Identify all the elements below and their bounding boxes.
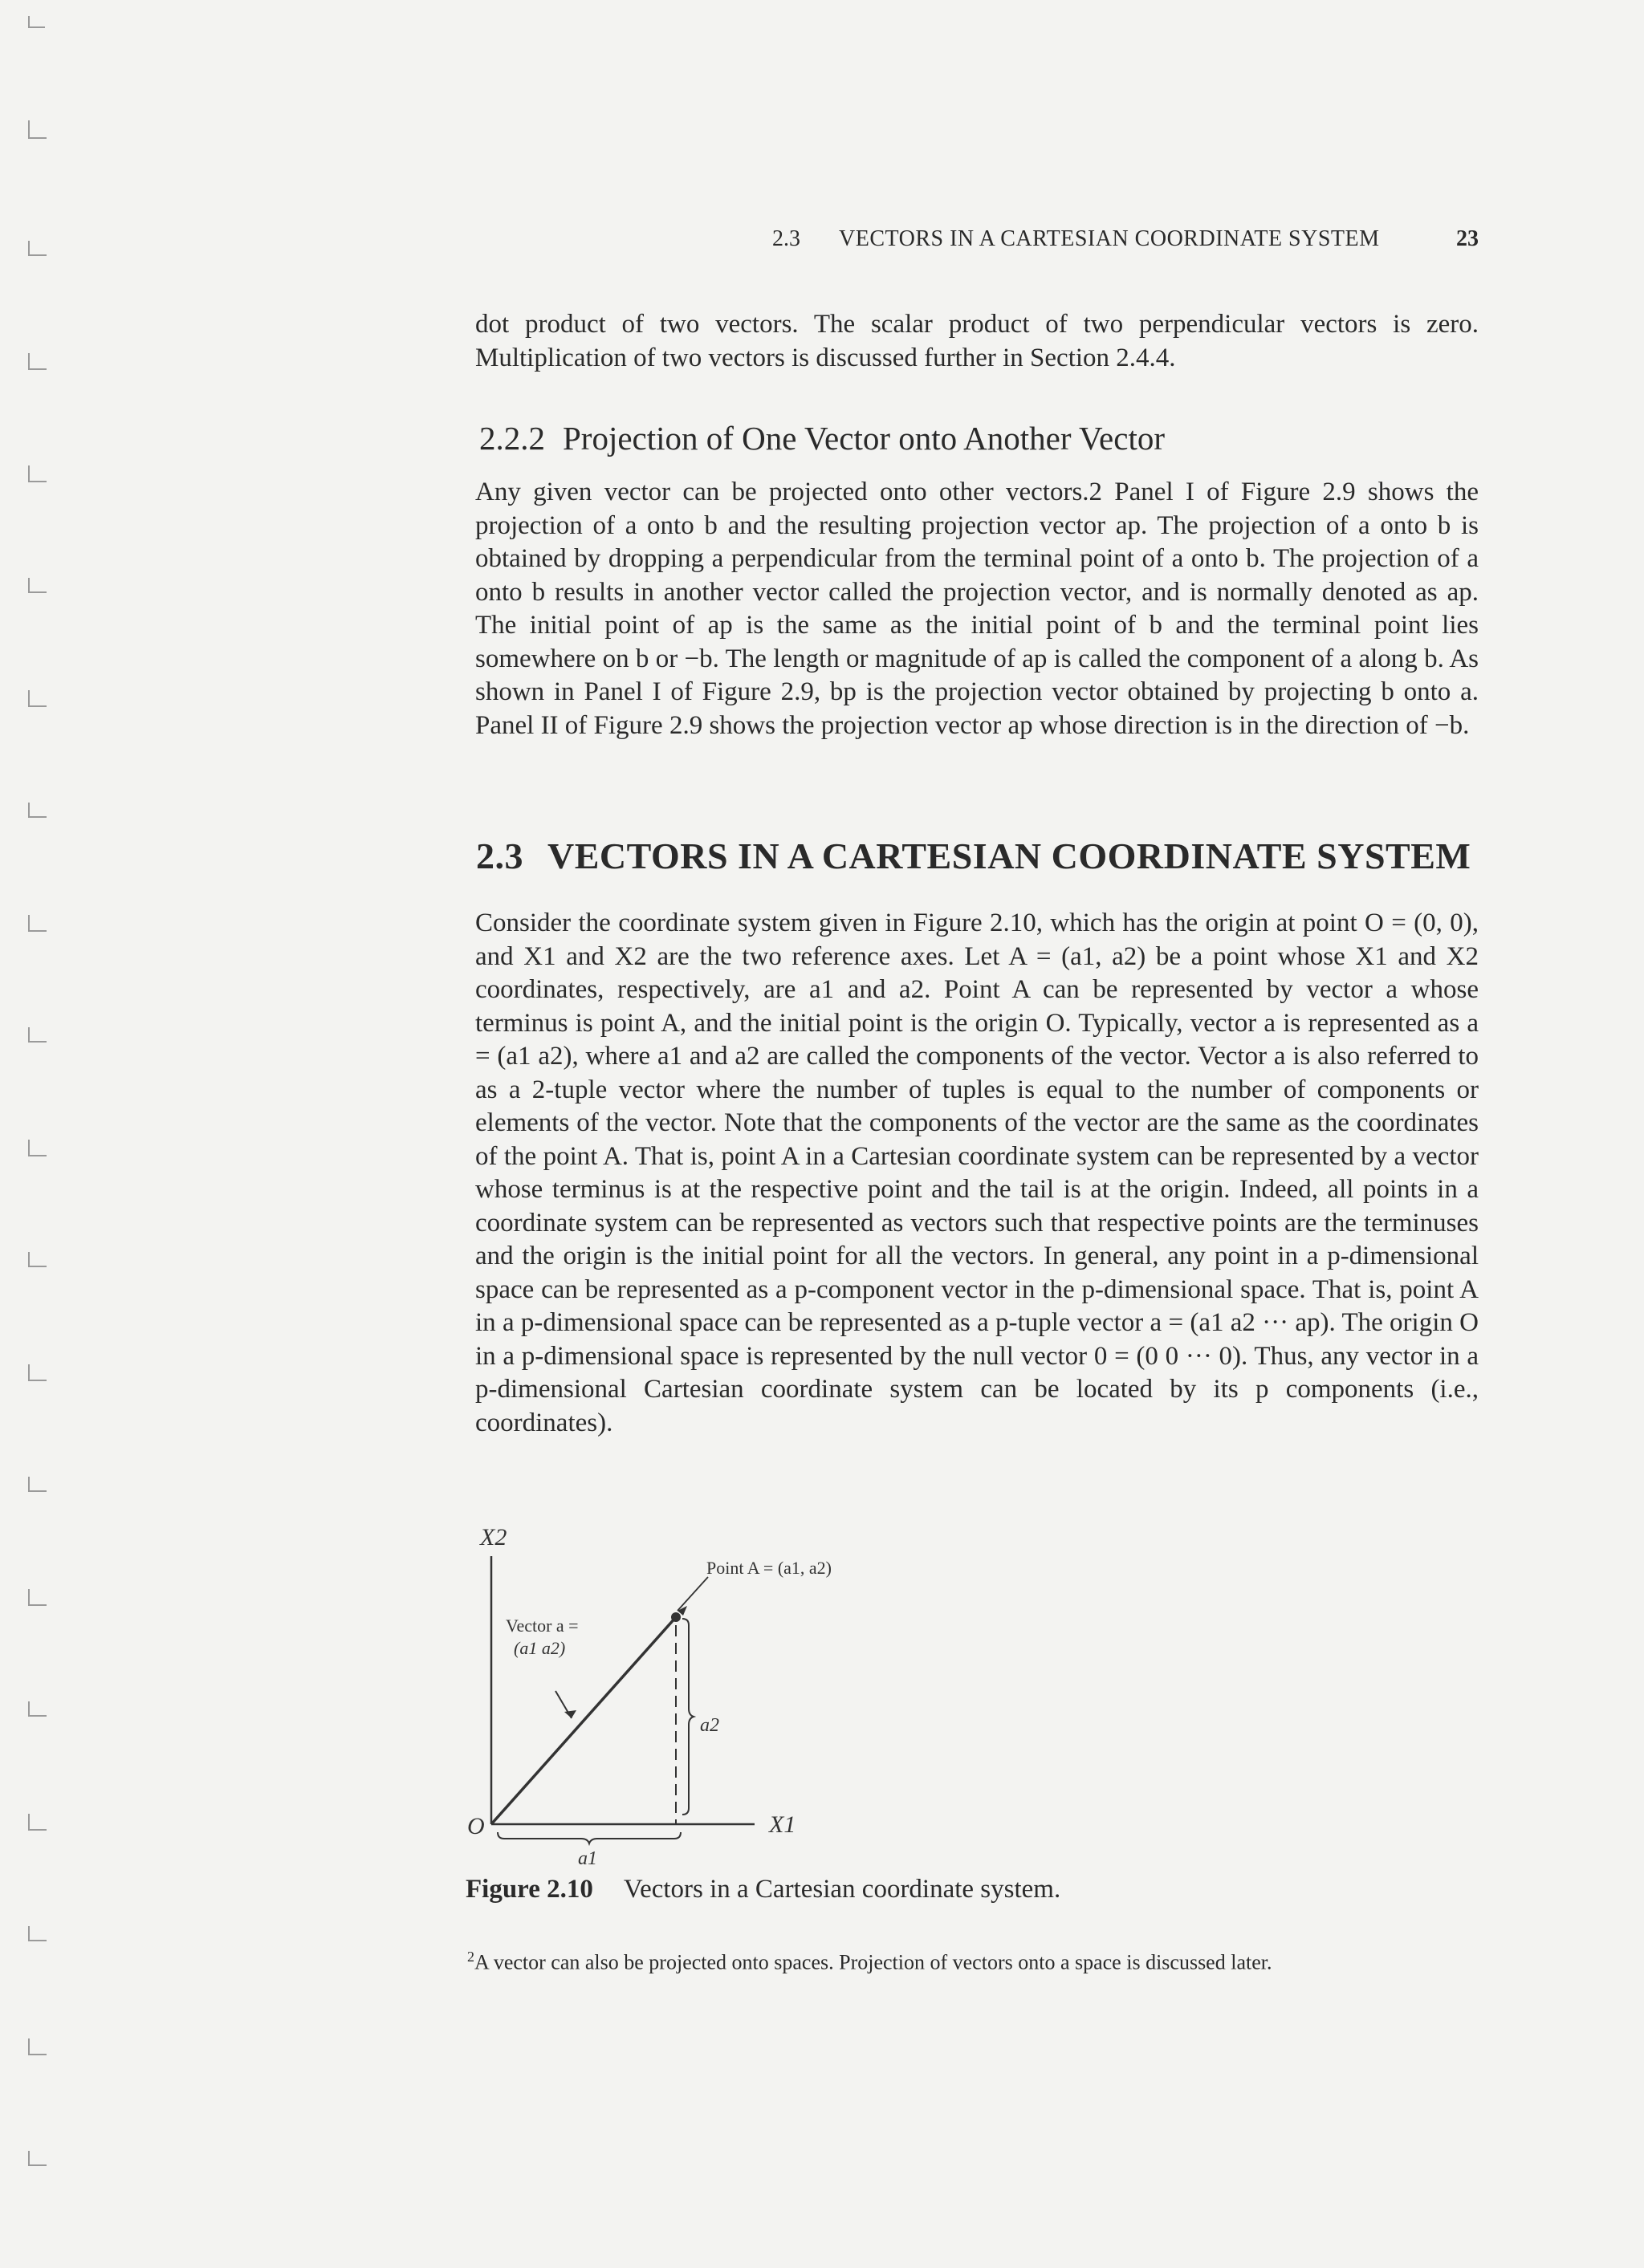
header-section-number: 2.3 [772, 226, 800, 251]
subsection-heading-2-2-2 [479, 419, 1165, 457]
point-a-marker [671, 1612, 681, 1622]
binding-marks [0, 0, 72, 2268]
intro-text: dot product of two vectors. The scalar product of two perpendicular vectors is zero. Multiplication of two vectors is discussed further in Section 2.4.4. [475, 310, 1479, 372]
figure-caption-label: Figure 2.10 [466, 1875, 593, 1904]
section-title: VECTORS IN A CARTESIAN COORDINATE SYSTEM [547, 835, 1471, 876]
page-number: 23 [1456, 226, 1479, 251]
projection-paragraph [475, 476, 1479, 742]
projection-text: Any given vector can be projected onto other vectors.2 Panel I of Figure 2.9 shows the projection of a onto b and the resulting projection vector ap. The projection of a onto b is obtained by dropping a perpendicular from the terminal point of a onto b. The projection of a onto b results in another vector called the projection vector, and is normally denoted as ap. The initial point of ap is the same as the initial point of b and the terminal point lies somewhere on b or −b. The length or magnitude of ap is called the component of a along b. As shown in Panel I of Figure 2.9, bp is the projection vector obtained by projecting b onto a. Panel II of Figure 2.9 shows the projection vector ap whose direction is in the direction of −b. [475, 478, 1479, 740]
subsection-title: Projection of One Vector onto Another Vector [563, 420, 1165, 457]
figure-caption [466, 1875, 1060, 1904]
subsection-number: 2.2.2 [479, 420, 545, 457]
point-a-label: Point A = (a1, a2) [706, 1558, 832, 1578]
cartesian-text: Consider the coordinate system given in Figure 2.10, which has the origin at point O = (0, 0), and X1 and X2 are the two reference axes. Let A = (a1, a2) be a point whose X1 and X2 coordinates, respectively, are a1 and a2. Point A can be represented by vector a whose terminus is point A, and the initial point is the origin O. Typically, vector a is represented as a = (a1 a2), where a1 and a2 are called the components of the vector. Vector a is also referred to as a 2-tuple vector where the number of tuples is equal to the number of components or elements of the vector. Note that the components of the vector are the same as the coordinates of the point A. That is, point A in a Cartesian coordinate system can be represented by a vector whose terminus is at the respective point and the tail is at the origin. Indeed, all points in a coordinate system can be represented as vectors such that respective points are the terminuses and the origin is the initial point for all the vectors. In general, any point in a p-dimensional space can be represented as a p-component vector in the p-dimensional space. That is, point A in a p-dimensional space can be represented as a p-tuple vector a = (a1 a2 ··· ap). The origin O in a p-dimensional space is represented by the null vector 0 = (0 0 ··· 0). Thus, any vector in a p-dimensional Cartesian coordinate system can be located by its p components (i.e., coordinates). [475, 908, 1479, 1437]
origin-label: O [467, 1813, 485, 1839]
a1-brace [498, 1832, 681, 1843]
section-number: 2.3 [476, 835, 523, 876]
a2-brace [682, 1619, 694, 1815]
point-a-leader [678, 1577, 708, 1611]
header-title: VECTORS IN A CARTESIAN COORDINATE SYSTEM [839, 226, 1380, 251]
x1-axis-label: X1 [769, 1811, 796, 1838]
vector-a-label-line1: Vector a = [506, 1616, 579, 1636]
intro-paragraph [475, 308, 1479, 375]
x2-axis-label: X2 [480, 1524, 507, 1551]
running-header [772, 226, 1495, 265]
a2-label: a2 [700, 1715, 719, 1736]
footnote-mark: 2 [467, 1949, 474, 1965]
footnote-text: A vector can also be projected onto spaces. Projection of vectors onto a space is discussed later. [474, 1950, 1272, 1974]
figure-2-10 [450, 1521, 899, 1874]
section-heading-2-3 [476, 835, 1471, 877]
a1-label: a1 [578, 1848, 597, 1869]
vector-label-arrowhead [564, 1710, 576, 1718]
vector-a-label-line2: (a1 a2) [514, 1638, 566, 1658]
figure-caption-text: Vectors in a Cartesian coordinate system. [623, 1875, 1061, 1904]
cartesian-paragraph [475, 907, 1479, 1440]
footnote [467, 1949, 1272, 1975]
